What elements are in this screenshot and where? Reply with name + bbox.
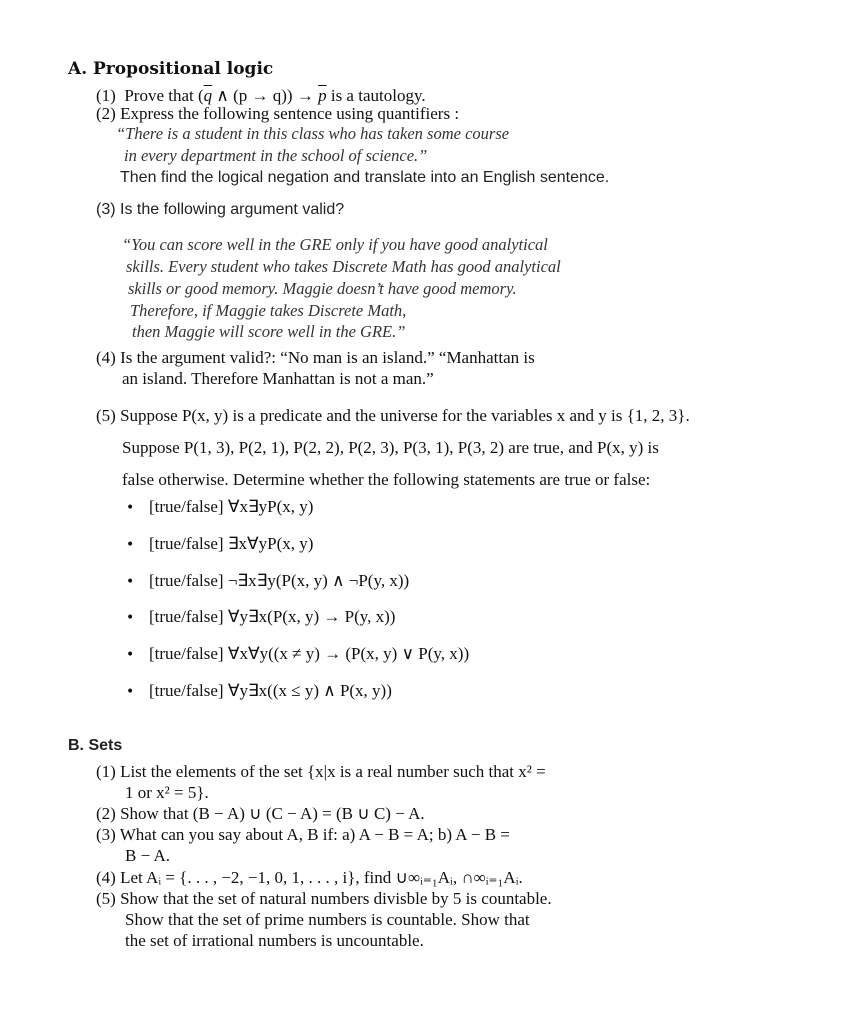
- bullet-icon: •: [126, 647, 135, 663]
- list-item: [true/false] ¬∃x∃y(P(x, y) ∧ ¬P(y, x)): [149, 571, 410, 590]
- list-item: [true/false] ∃x∀yP(x, y): [149, 534, 314, 553]
- question-a5-line3: false otherwise. Determine whether the following statements are true or false:: [122, 470, 651, 489]
- argument-line: skills or good memory. Maggie doesn’t have good memory.: [128, 279, 517, 298]
- question-a1: [96, 87, 426, 104]
- bullet-icon: •: [126, 574, 135, 590]
- bullet-icon: •: [126, 500, 135, 516]
- sets-line: (2) Show that (B − A) ∪ (C − A) = (B ∪ C) − A.: [96, 804, 425, 823]
- bullet-icon: •: [126, 537, 135, 553]
- sets-line: B − A.: [125, 846, 171, 865]
- section-b-heading: B. Sets: [68, 737, 123, 754]
- question-followup: Then find the logical negation and translate into an English sentence.: [120, 169, 610, 186]
- sets-line: (5) Show that the set of natural numbers divisble by 5 is countable.: [96, 889, 552, 908]
- question-text-pre: Prove that (: [124, 86, 204, 105]
- question-a4-line1: (4) Is the argument valid?: “No man is an island.” “Manhattan is: [96, 348, 535, 367]
- question-a5-line2: Suppose P(1, 3), P(2, 1), P(2, 2), P(2, 3), P(3, 1), P(3, 2) are true, and P(x, y) is: [122, 438, 659, 457]
- bullet-icon: •: [126, 684, 135, 700]
- sets-line: 1 or x² = 5}.: [125, 783, 209, 802]
- question-number: (2): [96, 104, 116, 123]
- list-item: [true/false] ∀x∃yP(x, y): [149, 497, 314, 516]
- q-negation: $\overline{q}$: [203, 86, 213, 105]
- section-a-heading: A. Propositional logic: [68, 59, 274, 79]
- question-text: Express the following sentence using quantifiers :: [120, 104, 460, 123]
- question-number: (1): [96, 86, 116, 105]
- question-text-mid: ∧ (p → q)) →: [212, 86, 319, 105]
- question-a4-line2: an island. Therefore Manhattan is not a man.”: [122, 369, 434, 388]
- question-text-post: is a tautology.: [326, 86, 426, 105]
- quote-line: in every department in the school of science.”: [124, 146, 428, 165]
- argument-line: Therefore, if Maggie takes Discrete Math,: [130, 301, 407, 320]
- sets-line: the set of irrational numbers is uncountable.: [125, 931, 424, 950]
- question-a3: (3) Is the following argument valid?: [96, 201, 345, 218]
- sets-line: (3) What can you say about A, B if: a) A − B = A; b) A − B =: [96, 825, 510, 844]
- sets-line: (1) List the elements of the set {x|x is a real number such that x² =: [96, 762, 546, 781]
- sets-line: Show that the set of prime numbers is countable. Show that: [125, 910, 530, 929]
- list-item: [true/false] ∀y∃x((x ≤ y) ∧ P(x, y)): [149, 681, 392, 700]
- question-a2: [96, 105, 459, 122]
- list-item: [true/false] ∀x∀y((x ≠ y) → (P(x, y) ∨ P(y, x)): [149, 644, 470, 663]
- p-negation: $\overline{p}$: [318, 86, 327, 105]
- question-a5-line1: (5) Suppose P(x, y) is a predicate and the universe for the variables x and y is {1, 2, 3}.: [96, 406, 690, 425]
- argument-line: then Maggie will score well in the GRE.”: [132, 322, 406, 341]
- quote-line: “There is a student in this class who has taken some course: [116, 124, 510, 143]
- argument-line: skills. Every student who takes Discrete Math has good analytical: [126, 257, 561, 276]
- bullet-icon: •: [126, 610, 135, 626]
- argument-line: “You can score well in the GRE only if you have good analytical: [122, 235, 548, 254]
- list-item: [true/false] ∀y∃x(P(x, y) → P(y, x)): [149, 607, 396, 626]
- sets-line: (4) Let Aᵢ = {. . . , −2, −1, 0, 1, . . . , i}, find ∪∞ᵢ₌₁Aᵢ, ∩∞ᵢ₌₁Aᵢ.: [96, 868, 523, 887]
